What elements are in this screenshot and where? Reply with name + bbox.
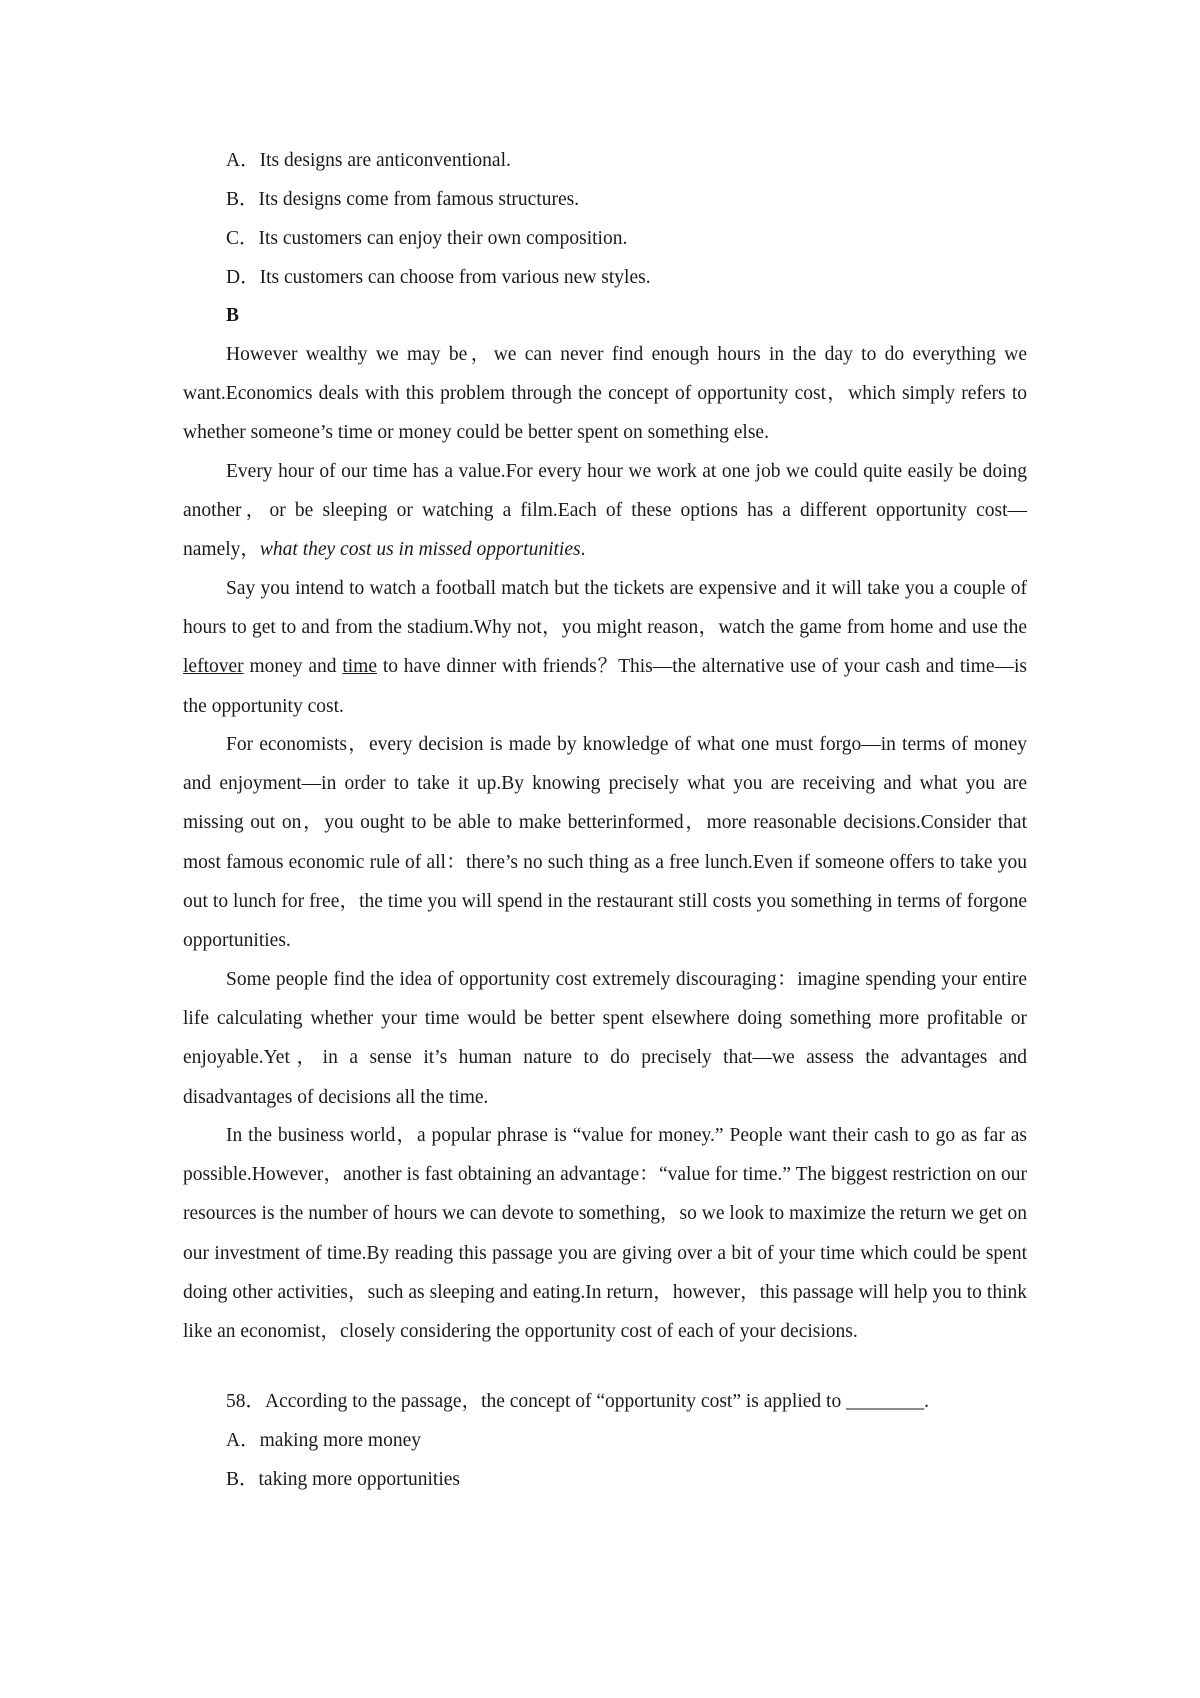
paragraph-text: . xyxy=(580,539,586,561)
question-stem xyxy=(226,1382,929,1421)
underlined-word: time xyxy=(342,656,377,678)
passage-paragraph-4: For economists，every decision is made by knowledge of what one must forgo—in terms of money and enjoyment—in order to take it up.By knowing precisely what you are receiving and what you are missing out on，you ought to be able to make betterinformed，more reasonable decisions.Consider that most famous economic rule of all：there’s no such thing as a free lunch.Even if someone offers to take you out to lunch for free，the time you will spend in the restaurant still costs you something in terms of forgone opportunities. xyxy=(183,734,1027,952)
option-text: Its customers can enjoy their own composition. xyxy=(258,228,628,249)
passage-paragraph-5: Some people find the idea of opportunity cost extremely discouraging：imagine spending your entire life calculating whether your time would be better spent elsewhere doing something more profitable or enjoyable.Yet，in a sense it’s human nature to do precisely that—we assess the advantages and disadvantages of decisions all the time. xyxy=(183,969,1027,1108)
option-letter: B． xyxy=(226,1469,259,1490)
question-option-a xyxy=(226,1421,421,1460)
question-number: 58． xyxy=(226,1391,266,1412)
option-letter: A． xyxy=(226,1430,260,1451)
passage-paragraph-1: However wealthy we may be，we can never find enough hours in the day to do everything we want.Economics deals with this problem through the concept of opportunity cost，which simply refers to whether someone’s time or money could be better spent on something else. xyxy=(183,344,1027,444)
option-text: Its designs come from famous structures. xyxy=(258,189,580,210)
passage-paragraph-6: In the business world，a popular phrase is “value for money.” People want their cash to go as far as possible.However，another is fast obtaining an advantage：“value for time.” The biggest restriction on our resources is the number of hours we can devote to something，so we look to maximize the return we get on our investment of time.By reading this passage you are giving over a bit of your time which could be spent doing other activities，such as sleeping and eating.In return，however，this passage will help you to think like an economist，closely considering the opportunity cost of each of your decisions. xyxy=(183,1125,1027,1343)
paragraph-text: Every hour of our time has a value.For every hour we work at one job we could quite easily be doing another，or be sleeping or watching a film.Each of these options has a different opportunity cost—namely， xyxy=(183,461,1027,561)
italic-phrase: what they cost us in missed opportunities xyxy=(259,539,581,561)
passage-paragraph-3 xyxy=(183,569,1027,726)
option-letter: C． xyxy=(226,228,259,249)
option-text: Its designs are anticonventional. xyxy=(259,150,511,171)
option-d xyxy=(226,258,651,297)
question-text: According to the passage，the concept of “opportunity cost” is applied to ________. xyxy=(265,1391,929,1412)
paragraph-text: money and xyxy=(243,656,343,678)
underlined-word: leftover xyxy=(183,656,244,678)
option-text: taking more opportunities xyxy=(258,1469,460,1490)
passage-paragraph-2 xyxy=(183,452,1027,570)
section-label: B xyxy=(226,305,240,326)
option-letter: A． xyxy=(226,150,260,171)
option-text: Its customers can choose from various new styles. xyxy=(259,267,651,288)
paragraph-text: Say you intend to watch a football match but the tickets are expensive and it will take you a couple of hours to get to and from the stadium.Why not，you might reason，watch the game from home and use the xyxy=(183,578,1027,639)
option-b xyxy=(226,180,579,219)
question-option-b xyxy=(226,1460,460,1499)
option-letter: D． xyxy=(226,267,260,288)
option-c xyxy=(226,219,627,258)
paragraph-text: to have dinner with friends？This—the alternative use of your cash and time—is the opportunity cost. xyxy=(183,656,1027,717)
option-a xyxy=(226,141,511,180)
option-text: making more money xyxy=(259,1430,421,1451)
option-letter: B． xyxy=(226,189,259,210)
